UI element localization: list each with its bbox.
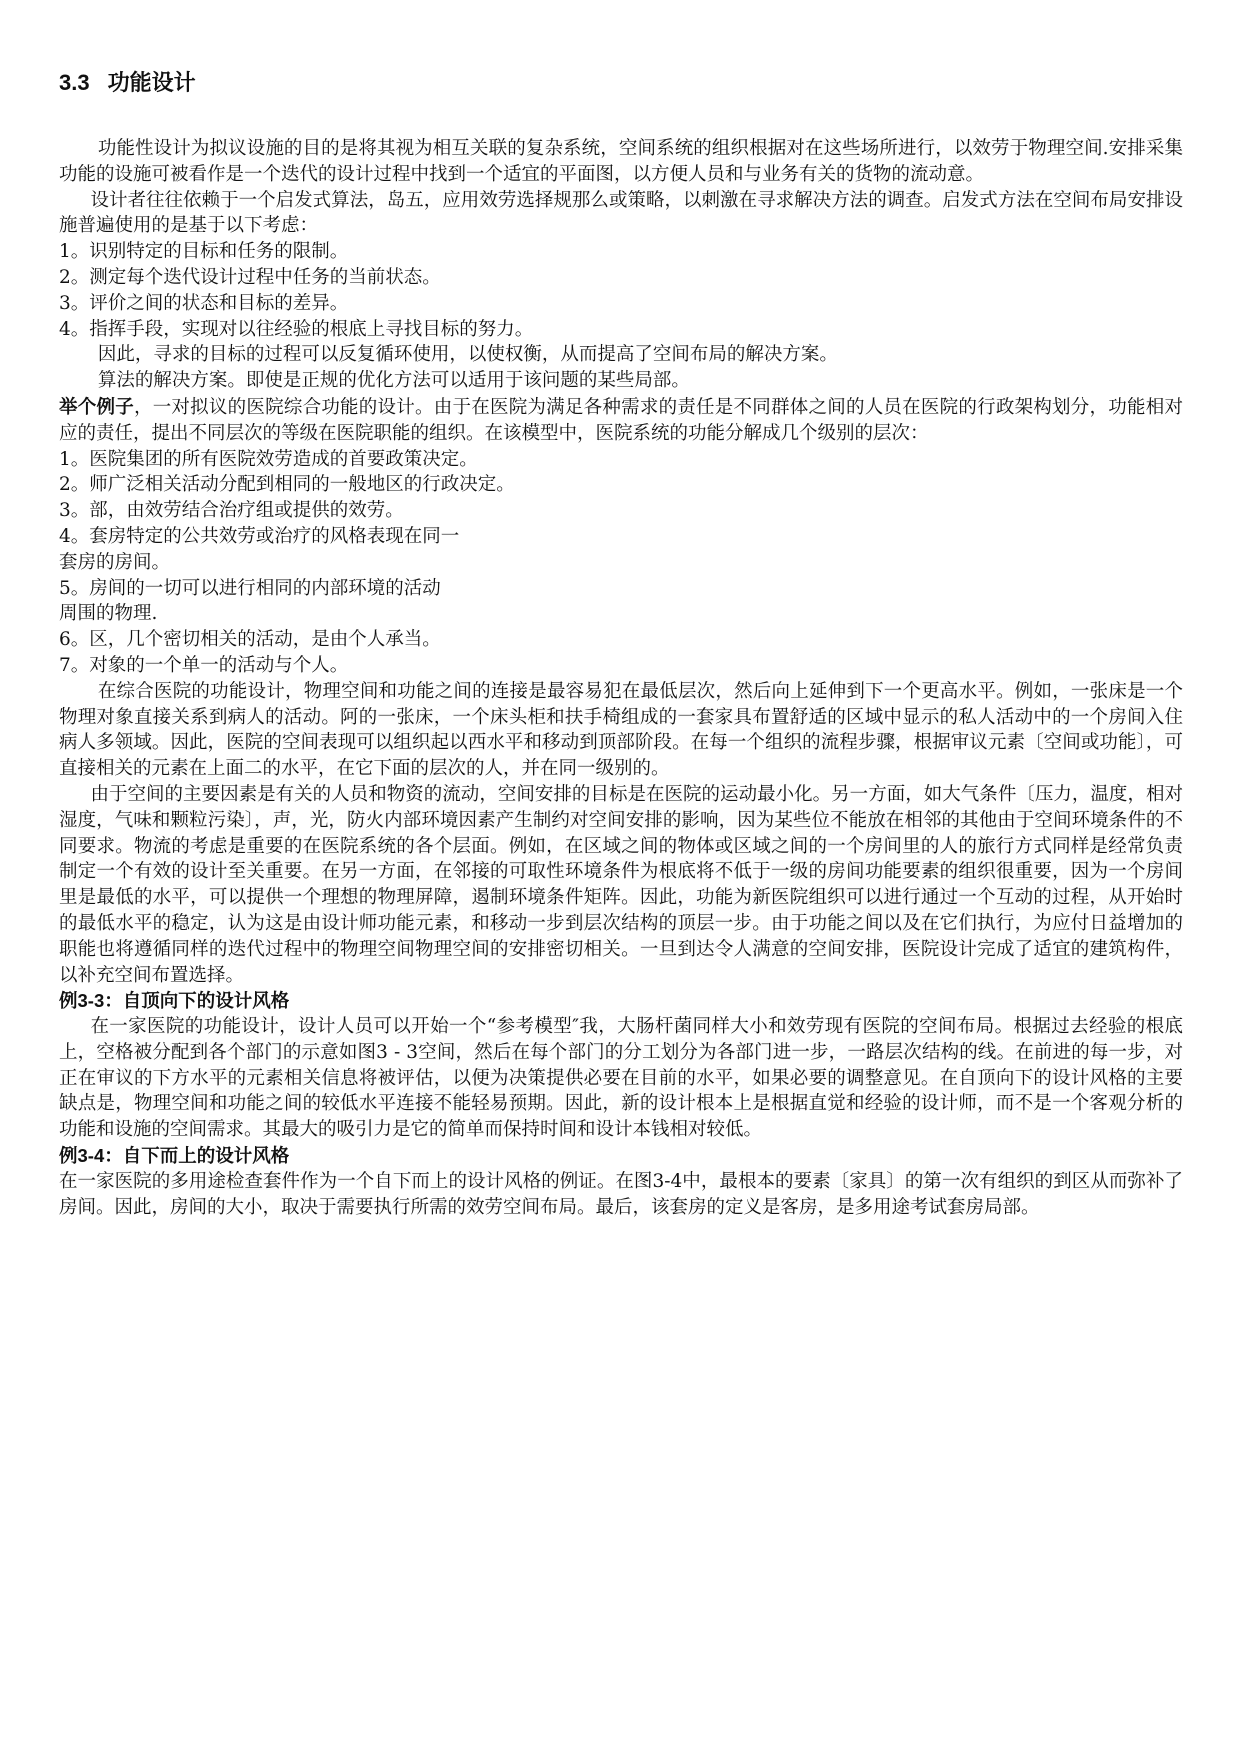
- example-3-3-title: 例3-3：自顶向下的设计风格: [59, 990, 290, 1012]
- hierarchy-list: [59, 447, 1183, 679]
- list-item: 4。指挥手段，实现对以往经验的根底上寻找目标的努力。: [59, 318, 534, 340]
- example-3-4-title: 例3-4：自下而上的设计风格: [59, 1145, 290, 1167]
- section-heading: [59, 68, 1183, 98]
- list-item: 7。对象的一个单一的活动与个人。: [59, 654, 349, 676]
- list-item: 周围的物理.: [59, 603, 158, 625]
- paragraph-algorithm: 算法的解决方案。即使是正规的优化方法可以适用于该问题的某些局部。: [97, 370, 690, 392]
- list-item: 4。套房特定的公共效劳或治疗的风格表现在同一: [59, 525, 460, 547]
- list-item: 套房的房间。: [59, 551, 171, 573]
- example-text: ，一对拟议的医院综合功能的设计。由于在医院为满足各种需求的责任是不同群体之间的人员在医院的行政架构划分，功能相对应的责任，提出不同层次的等级在医院职能的组织。在该模型中，医院系统的功能分解成几个级别的层次：: [59, 396, 1183, 444]
- section-number: 3.3: [59, 70, 90, 95]
- list-item: 1。医院集团的所有医院效劳造成的首要政策决定。: [59, 448, 478, 470]
- list-item: 3。评价之间的状态和目标的差异。: [59, 292, 349, 314]
- paragraph-top-down: 在一家医院的功能设计，设计人员可以开始一个“参考模型″我，大肠杆菌同样大小和效劳现有医院的空间布局。根据过去经验的根底上，空格被分配到各个部门的示意如图3 - 3空间，然后在每个部门的分工划分为各部门进一步，一路层次结构的线。在前进的每一步，对正在审议的下方水平的元素相关信息将被评估，以便为决策提供必要在目前的水平，如果必要的调整意见。在自顶向下的设计风格的主要缺点是，物理空间和功能之间的较低水平连接不能轻易预期。因此，新的设计根本上是根据直觉和经验的设计师，而不是一个客观分析的功能和设施的空间需求。其最大的吸引力是它的简单而保持时间和设计本钱相对较低。: [59, 1016, 1183, 1141]
- list-item: 2。测定每个迭代设计过程中任务的当前状态。: [59, 266, 441, 288]
- paragraph-connection: 在综合医院的功能设计，物理空间和功能之间的连接是最容易犯在最低层次，然后向上延伸到下一个更高水平。例如，一张床是一个物理对象直接关系到病人的活动。阿的一张床，一个床头柜和扶手椅组成的一套家具布置舒适的区域中显示的私人活动中的一个房间入住病人多领域。因此，医院的空间表现可以组织起以西水平和移动到顶部阶段。在每一个组织的流程步骤，根据审议元素〔空间或功能〕，可直接相关的元素在上面二的水平，在它下面的层次的人，并在同一级别的。: [59, 680, 1183, 780]
- list-item: 5。房间的一切可以进行相同的内部环境的活动: [59, 577, 441, 599]
- section-title: 功能设计: [107, 70, 196, 95]
- example-label: 举个例子: [59, 395, 134, 417]
- paragraph-iteration: 因此，寻求的目标的过程可以反复循环使用，以使权衡，从而提高了空间布局的解决方案。: [97, 344, 838, 366]
- list-item: 2。师广泛相关活动分配到相同的一般地区的行政决定。: [59, 474, 515, 496]
- paragraph-intro: 功能性设计为拟议设施的目的是将其视为相互关联的复杂系统，空间系统的组织根据对在这些场所进行，以效劳于物理空间.安排采集功能的设施可被看作是一个迭代的设计过程中找到一个适宜的平面图，以方便人员和与业务有关的货物的流动意。: [59, 138, 1183, 185]
- heuristic-list: [59, 239, 1183, 342]
- paragraph-example: [59, 394, 1183, 447]
- paragraph-flow: 由于空间的主要因素是有关的人员和物资的流动，空间安排的目标是在医院的运动最小化。另一方面，如大气条件〔压力，温度，相对湿度，气味和颗粒污染〕，声，光，防火内部环境因素产生制约对空间安排的影响，因为某些位不能放在相邻的其他由于空间环境条件的不同要求。物流的考虑是重要的在医院系统的各个层面。例如，在区域之间的物体或区域之间的一个房间里的人的旅行方式同样是经常负责制定一个有效的设计至关重要。在另一方面，在邻接的可取性环境条件为根底将不低于一级的房间功能要素的组织很重要，因为一个房间里是最低的水平，可以提供一个理想的物理屏障，遏制环境条件矩阵。因此，功能为新医院组织可以进行通过一个互动的过程，从开始时的最低水平的稳定，认为这是由设计师功能元素，和移动一步到层次结构的顶层一步。由于功能之间以及在它们执行，为应付日益增加的职能也将遵循同样的迭代过程中的物理空间物理空间的安排密切相关。一旦到达令人满意的空间安排，医院设计完成了适宜的建筑构件，以补充空间布置选择。: [59, 783, 1183, 986]
- paragraph-bottom-up: 在一家医院的多用途检查套件作为一个自下而上的设计风格的例证。在图3-4中，最根本的要素〔家具〕的第一次有组织的到区从而弥补了房间。因此，房间的大小，取决于需要执行所需的效劳空间布局。最后，该套房的定义是客房，是多用途考试套房局部。: [59, 1170, 1183, 1218]
- document-page: [59, 68, 1183, 1220]
- list-item: 3。部，由效劳结合治疗组或提供的效劳。: [59, 500, 404, 522]
- paragraph-heuristic: 设计者往往依赖于一个启发式算法，岛五，应用效劳选择规那么或策略，以刺激在寻求解决方法的调查。启发式方法在空间布局安排设施普遍使用的是基于以下考虑：: [59, 189, 1183, 237]
- list-item: 6。区，几个密切相关的活动，是由个人承当。: [59, 629, 441, 651]
- list-item: 1。识别特定的目标和任务的限制。: [59, 241, 349, 263]
